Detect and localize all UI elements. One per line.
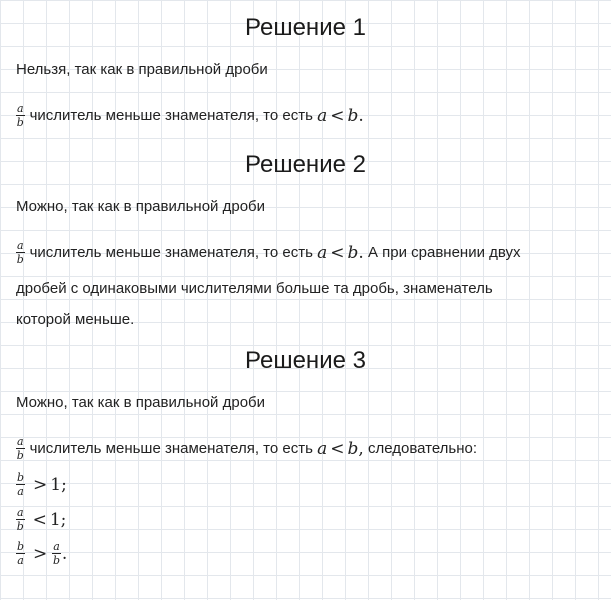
fraction-numerator: b (17, 471, 25, 484)
fraction-numerator: b (17, 540, 25, 553)
ineq-right: b (347, 242, 359, 263)
formula-end: ; (60, 509, 67, 530)
fraction-numerator: a (17, 435, 24, 448)
solution-3-line-2 (16, 436, 477, 461)
ineq-op: < (330, 105, 345, 126)
solution-2-line-3: дробей с одинаковыми числителями больше та дробь, знаменатель (16, 280, 493, 297)
solution-2-tail: А при сравнении двух (367, 244, 521, 261)
fraction-denominator: a (17, 554, 24, 567)
ineq-op: < (330, 242, 345, 263)
formula-op: < (32, 509, 47, 530)
ineq-right: b (347, 438, 359, 459)
ineq-right: b (347, 105, 359, 126)
formula-value: 1 (49, 509, 61, 530)
fraction-numerator: a (17, 239, 24, 252)
fraction-a-over-b (16, 507, 25, 532)
ineq-end: . (358, 242, 364, 263)
ineq-left: a (317, 242, 328, 263)
formula-end: . (61, 543, 68, 564)
solution-1-text: числитель меньше знаменателя, то есть (29, 107, 313, 124)
solution-1-line-1: Нельзя, так как в правильной дроби (16, 61, 268, 78)
solution-1-title: Решение 1 (245, 14, 366, 41)
fraction-numerator: a (17, 506, 24, 519)
formula-3 (16, 541, 67, 566)
ineq-left: a (317, 105, 328, 126)
fraction-denominator: b (16, 520, 24, 533)
formula-end: ; (61, 474, 67, 495)
ineq-op: < (330, 438, 345, 459)
ineq-left: a (317, 438, 328, 459)
fraction-denominator: b (53, 554, 61, 567)
formula-value: 1 (50, 474, 62, 495)
solution-2-text: числитель меньше знаменателя, то есть (29, 244, 313, 261)
formula-2 (16, 507, 66, 532)
solution-2-line-2 (16, 240, 521, 265)
fraction-numerator: a (17, 102, 24, 115)
fraction-a-over-b (16, 103, 25, 128)
fraction-denominator: b (16, 449, 24, 462)
solution-2-line-1: Можно, так как в правильной дроби (16, 198, 266, 215)
fraction-denominator: b (16, 253, 24, 266)
solution-1-line-2 (16, 103, 364, 128)
fraction-b-over-a (16, 472, 25, 497)
formula-op: > (33, 543, 48, 564)
solution-3-tail: следовательно: (367, 440, 478, 457)
solution-3-title: Решение 3 (245, 347, 366, 374)
fraction-a-over-b (16, 436, 25, 461)
solution-2-line-4: которой меньше. (16, 311, 135, 328)
fraction-a-over-b (16, 240, 25, 265)
solution-2-title: Решение 2 (245, 151, 366, 178)
formula-1 (16, 472, 67, 497)
formula-op: > (33, 474, 48, 495)
fraction-numerator: a (53, 540, 60, 553)
fraction-b-over-a (16, 541, 25, 566)
solution-3-line-1: Можно, так как в правильной дроби (16, 394, 266, 411)
fraction-denominator: b (16, 116, 24, 129)
ineq-end: , (358, 438, 364, 459)
fraction-a-over-b (52, 541, 61, 566)
ineq-end: . (358, 105, 364, 126)
fraction-denominator: a (17, 485, 24, 498)
solution-3-text: числитель меньше знаменателя, то есть (29, 440, 313, 457)
